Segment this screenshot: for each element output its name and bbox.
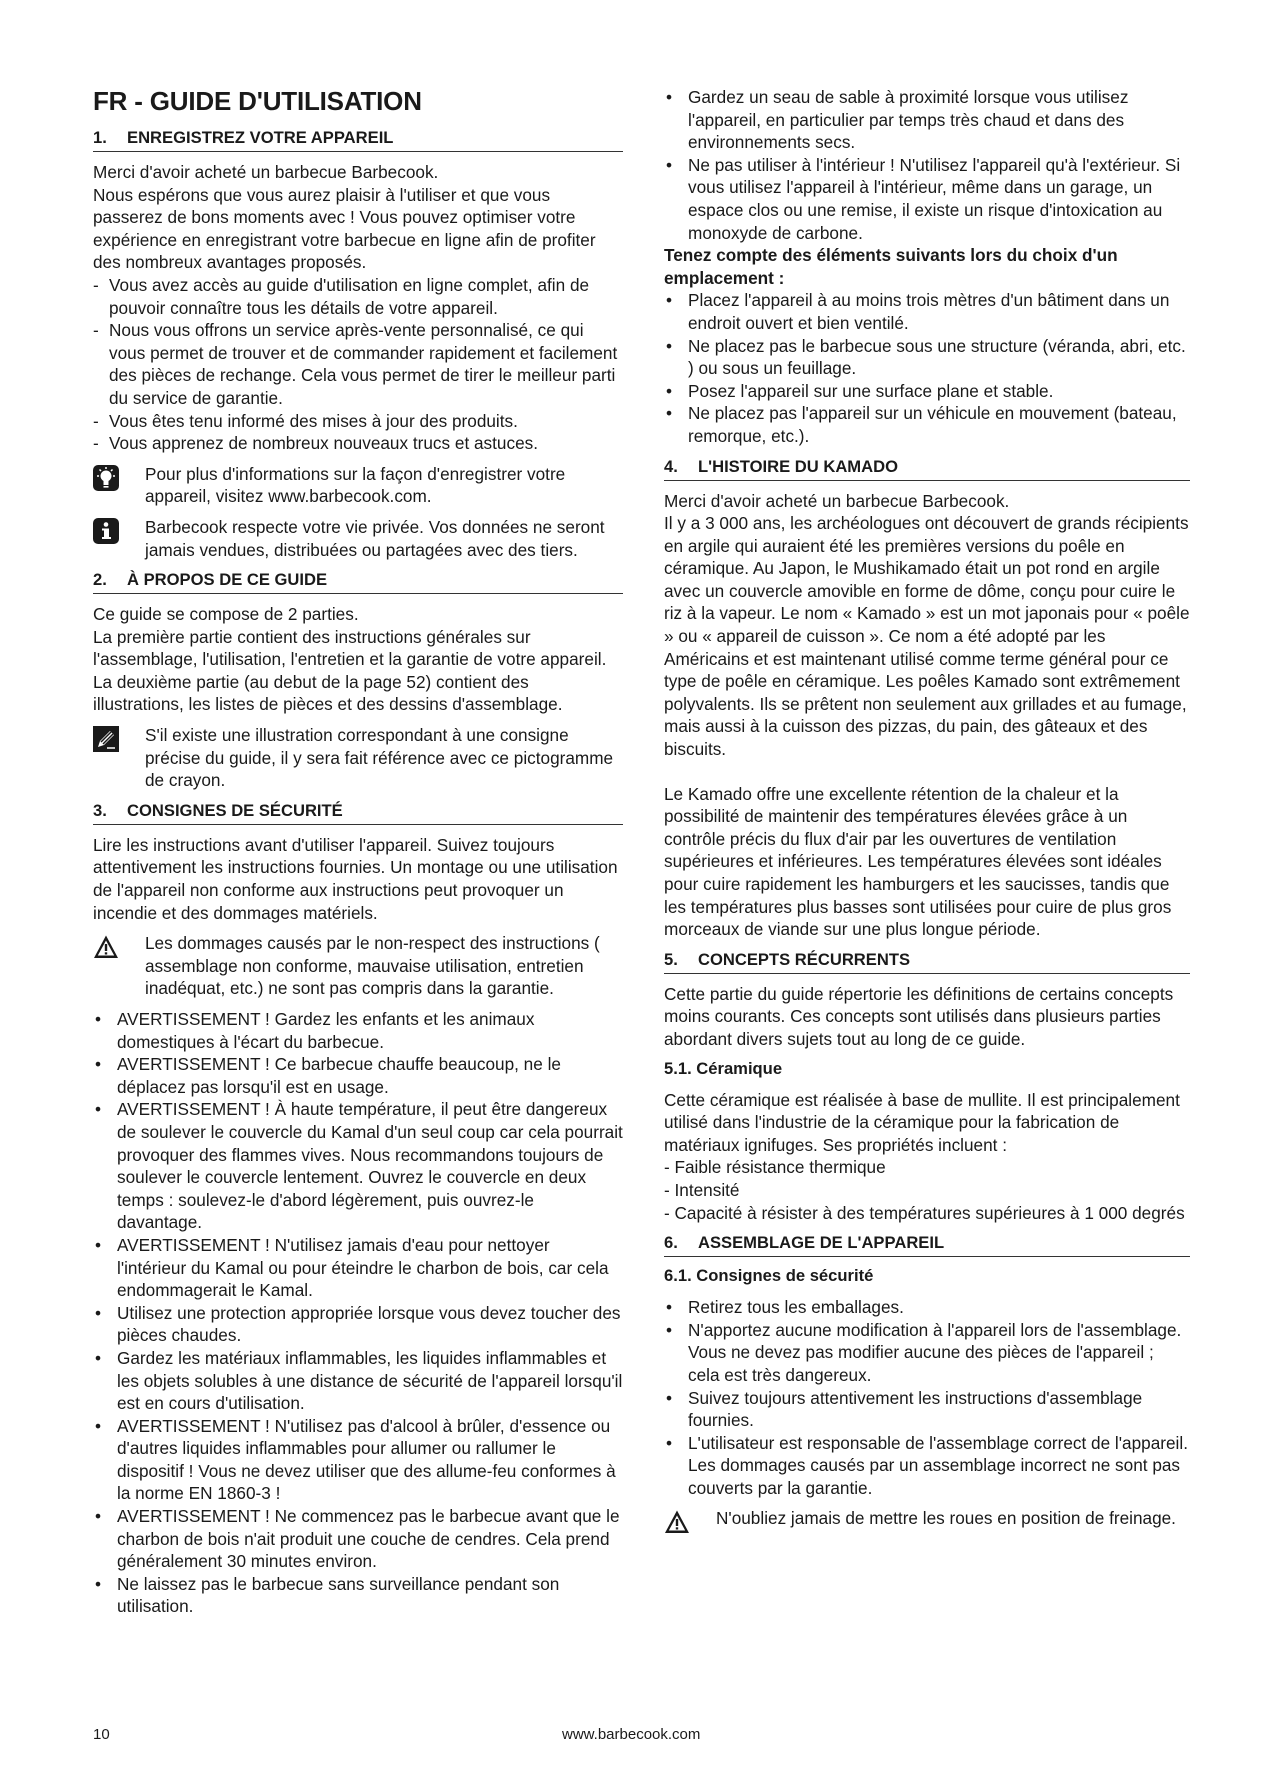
section-number: 5. bbox=[664, 949, 678, 969]
section-number: 4. bbox=[664, 456, 678, 476]
list-item: - Vous êtes tenu informé des mises à jour des produits. bbox=[93, 410, 623, 433]
section-number: 1. bbox=[93, 128, 107, 147]
note-text: Pour plus d'informations sur la façon d'enregistrer votre appareil, visitez www.barbecook.com. bbox=[145, 463, 566, 507]
section-5-heading bbox=[664, 950, 1190, 974]
note-text: N'oubliez jamais de mettre les roues en position de freinage. bbox=[716, 1508, 1176, 1529]
list-item: • Ne laissez pas le barbecue sans surveillance pendant son utilisation. bbox=[93, 1573, 623, 1618]
section-number: 2. bbox=[93, 570, 107, 590]
section-title: CONCEPTS RÉCURRENTS bbox=[698, 949, 911, 969]
subsection-heading: 6.1. Consignes de sécurité bbox=[664, 1266, 874, 1286]
paragraph: Cette céramique est réalisée à base de mullite. Il est principalement utilisé dans l'industrie de la céramique pour la fabrication de matériaux ignifuges. Ses propriétés incluent : bbox=[664, 1089, 1180, 1155]
section-title: À PROPOS DE CE GUIDE bbox=[127, 570, 328, 590]
list-item: • Gardez un seau de sable à proximité lorsque vous utilisez l'appareil, en particulier par temps très chaud et dans des environnements secs. bbox=[664, 86, 1190, 154]
list-item: • Utilisez une protection appropriée lorsque vous devez toucher des pièces chaudes. bbox=[93, 1302, 623, 1347]
paragraph: Ce guide se compose de 2 parties. bbox=[93, 604, 359, 625]
safety-list-continued bbox=[664, 86, 1190, 244]
list-item: - Vous avez accès au guide d'utilisation en ligne complet, afin de pouvoir connaître tous les détails de votre appareil. bbox=[93, 274, 623, 319]
assembly-safety-list bbox=[664, 1296, 1190, 1499]
section-1-heading bbox=[93, 128, 623, 152]
page-title: FR - GUIDE D'UTILISATION bbox=[93, 86, 422, 116]
property-item: - Intensité bbox=[664, 1179, 740, 1200]
list-item: • N'apportez aucune modification à l'appareil lors de l'assemblage. Vous ne devez pas modifier aucune des pièces de l'appareil ; cela est très dangereux. bbox=[664, 1319, 1190, 1387]
list-item: • L'utilisateur est responsable de l'assemblage correct de l'appareil. Les dommages causés par un assemblage incorrect ne sont pas couverts par la garantie. bbox=[664, 1432, 1190, 1500]
list-item: - Vous apprenez de nombreux nouveaux trucs et astuces. bbox=[93, 432, 623, 455]
list-item: • AVERTISSEMENT ! Gardez les enfants et les animaux domestiques à l'écart du barbecue. bbox=[93, 1008, 623, 1053]
lightbulb-icon bbox=[93, 465, 119, 491]
section-number: 6. bbox=[664, 1233, 678, 1253]
paragraph: Cette partie du guide répertorie les définitions de certains concepts moins courants. Ces concepts sont utilisés dans plusieurs parties abordant divers sujets tout au long de ce guide. bbox=[664, 983, 1174, 1049]
warning-icon bbox=[93, 934, 119, 960]
section-3-heading bbox=[93, 801, 623, 825]
section-number: 3. bbox=[93, 800, 107, 820]
tip-note bbox=[93, 463, 623, 508]
list-item: • Placez l'appareil à au moins trois mètres d'un bâtiment dans un endroit ouvert et bien ventilé. bbox=[664, 289, 1190, 334]
list-item: • Posez l'appareil sur une surface plane et stable. bbox=[664, 380, 1190, 403]
list-item: • AVERTISSEMENT ! Ne commencez pas le barbecue avant que le charbon de bois n'ait produit une couche de cendres. Cela prend généralement 30 minutes environ. bbox=[93, 1505, 623, 1573]
paragraph: La deuxième partie (au debut de la page 52) contient des illustrations, les listes de pièces et des dessins d'assemblage. bbox=[93, 671, 563, 715]
list-item: • Gardez les matériaux inflammables, les liquides inflammables et les objets solubles à une distance de sécurité de l'appareil lorsqu'il est en cours d'utilisation. bbox=[93, 1347, 623, 1415]
footer-website: www.barbecook.com bbox=[562, 1726, 701, 1743]
property-item: - Faible résistance thermique bbox=[664, 1157, 886, 1178]
left-column bbox=[93, 86, 623, 1618]
subsection-heading: 5.1. Céramique bbox=[664, 1058, 783, 1078]
warning-icon bbox=[664, 1509, 690, 1535]
list-item: • AVERTISSEMENT ! N'utilisez pas d'alcool à brûler, d'essence ou d'autres liquides inflammables pour allumer ou rallumer le dispositif ! Vous ne devez utiliser que des allume-feu conformes à la norme EN 1860-3 ! bbox=[93, 1415, 623, 1505]
section-4-heading bbox=[664, 457, 1190, 481]
list-item: • Ne placez pas l'appareil sur un véhicule en mouvement (bateau, remorque, etc.). bbox=[664, 402, 1190, 447]
location-list bbox=[664, 289, 1190, 447]
spacer bbox=[664, 761, 1190, 783]
list-item: • AVERTISSEMENT ! Ce barbecue chauffe beaucoup, ne le déplacez pas lorsqu'il est en usage. bbox=[93, 1053, 623, 1098]
paragraph: Il y a 3 000 ans, les archéologues ont découvert de grands récipients en argile qui auraient été les premières versions du poêle en céramique. Au Japon, le Mushikamado était un pot rond en argile avec un couvercle amovible en forme de dôme, conçu pour cuire le riz à la vapeur. Le nom « Kamado » est un mot japonais pour « poêle » ou « appareil de cuisson ». Ce nom a été adopté par les Américains et est maintenant utilisé comme terme général pour ce type de poêle en céramique. Les poêles Kamado sont extrêmement polyvalents. Ils se prêtent non seulement aux grillades et au fumage, mais aussi à la cuisson des pizzas, du pain, des gâteaux et des biscuits. bbox=[664, 513, 1190, 760]
section-2-heading bbox=[93, 570, 623, 594]
section-6-heading bbox=[664, 1233, 1190, 1257]
section-title: ENREGISTREZ VOTRE APPAREIL bbox=[127, 128, 394, 147]
warning-note bbox=[664, 1507, 1190, 1535]
list-item: • Suivez toujours attentivement les instructions d'assemblage fournies. bbox=[664, 1387, 1190, 1432]
property-item: - Capacité à résister à des températures supérieures à 1 000 degrés bbox=[664, 1202, 1185, 1223]
section-title: L'HISTOIRE DU KAMADO bbox=[698, 456, 898, 476]
list-item: • AVERTISSEMENT ! À haute température, il peut être dangereux de soulever le couvercle du Kamal d'un seul coup car cela pourrait provoquer des flammes vives. Nous recommandons toujours de soulever le couvercle lentement. Ouvrez le couvercle en deux temps : soulevez-le d'abord légèrement, puis ouvrez-le davantage. bbox=[93, 1098, 623, 1234]
list-item: • Ne placez pas le barbecue sous une structure (véranda, abri, etc. ) ou sous un feuillage. bbox=[664, 335, 1190, 380]
note-text: Barbecook respecte votre vie privée. Vos données ne seront jamais vendues, distribuées ou partagées avec des tiers. bbox=[145, 516, 605, 560]
pencil-note bbox=[93, 724, 623, 792]
warning-note bbox=[93, 932, 623, 1000]
list-item: • Retirez tous les emballages. bbox=[664, 1296, 1190, 1319]
list-item: • Ne pas utiliser à l'intérieur ! N'utilisez l'appareil qu'à l'extérieur. Si vous utilisez l'appareil à l'intérieur, même dans un garage, un espace clos ou une remise, il existe un risque d'intoxication au monoxyde de carbone. bbox=[664, 154, 1190, 244]
info-note bbox=[93, 516, 623, 561]
note-text: S'il existe une illustration correspondant à une consigne précise du guide, il y sera fait référence avec ce pictogramme de crayon. bbox=[145, 725, 614, 791]
paragraph: Le Kamado offre une excellente rétention de la chaleur et la possibilité de maintenir des températures élevées grâce à un contrôle précis du flux d'air par les ouvertures de ventilation supérieures et inférieures. Les températures élevées sont idéales pour cuire rapidement les hamburgers et les saucisses, tandis que les températures plus basses sont utilisées pour cuire de plus gros morceaux de viande sur une plus longue période. bbox=[664, 783, 1172, 940]
paragraph: Lire les instructions avant d'utiliser l'appareil. Suivez toujours attentivement les instructions fournies. Un montage ou une utilisation de l'appareil non conforme aux instructions peut provoquer un incendie et des dommages matériels. bbox=[93, 834, 618, 923]
paragraph: Merci d'avoir acheté un barbecue Barbecook. bbox=[664, 490, 1010, 511]
paragraph: Nous espérons que vous aurez plaisir à l'utiliser et que vous passerez de bons moments avec ! Vous pouvez optimiser votre expérience en enregistrant votre barbecue en ligne afin de profiter des nombreux avantages proposés. bbox=[93, 184, 596, 273]
info-icon bbox=[93, 518, 119, 544]
benefits-list bbox=[93, 274, 623, 455]
section-title: CONSIGNES DE SÉCURITÉ bbox=[127, 800, 343, 820]
section-title: ASSEMBLAGE DE L'APPAREIL bbox=[698, 1233, 945, 1253]
paragraph: La première partie contient des instructions générales sur l'assemblage, l'utilisation, l'entretien et la garantie de votre appareil. bbox=[93, 626, 607, 670]
note-text: Les dommages causés par le non-respect des instructions ( assemblage non conforme, mauvaise utilisation, entretien inadéquat, etc.) ne sont pas compris dans la garantie. bbox=[145, 933, 600, 999]
safety-list bbox=[93, 1008, 623, 1618]
list-item: - Nous vous offrons un service après-vente personnalisé, ce qui vous permet de trouver et de commander rapidement et facilement des pièces de rechange. Cela vous permet de tirer le meilleur parti du service de garantie. bbox=[93, 319, 623, 409]
page-number: 10 bbox=[93, 1726, 110, 1743]
pencil-icon bbox=[93, 726, 119, 752]
right-column bbox=[664, 86, 1190, 1543]
location-heading: Tenez compte des éléments suivants lors du choix d'un emplacement : bbox=[664, 245, 1118, 288]
list-item: • AVERTISSEMENT ! N'utilisez jamais d'eau pour nettoyer l'intérieur du Kamal ou pour éteindre le charbon de bois, car cela endommagerait le Kamal. bbox=[93, 1234, 623, 1302]
paragraph: Merci d'avoir acheté un barbecue Barbecook. bbox=[93, 162, 439, 182]
